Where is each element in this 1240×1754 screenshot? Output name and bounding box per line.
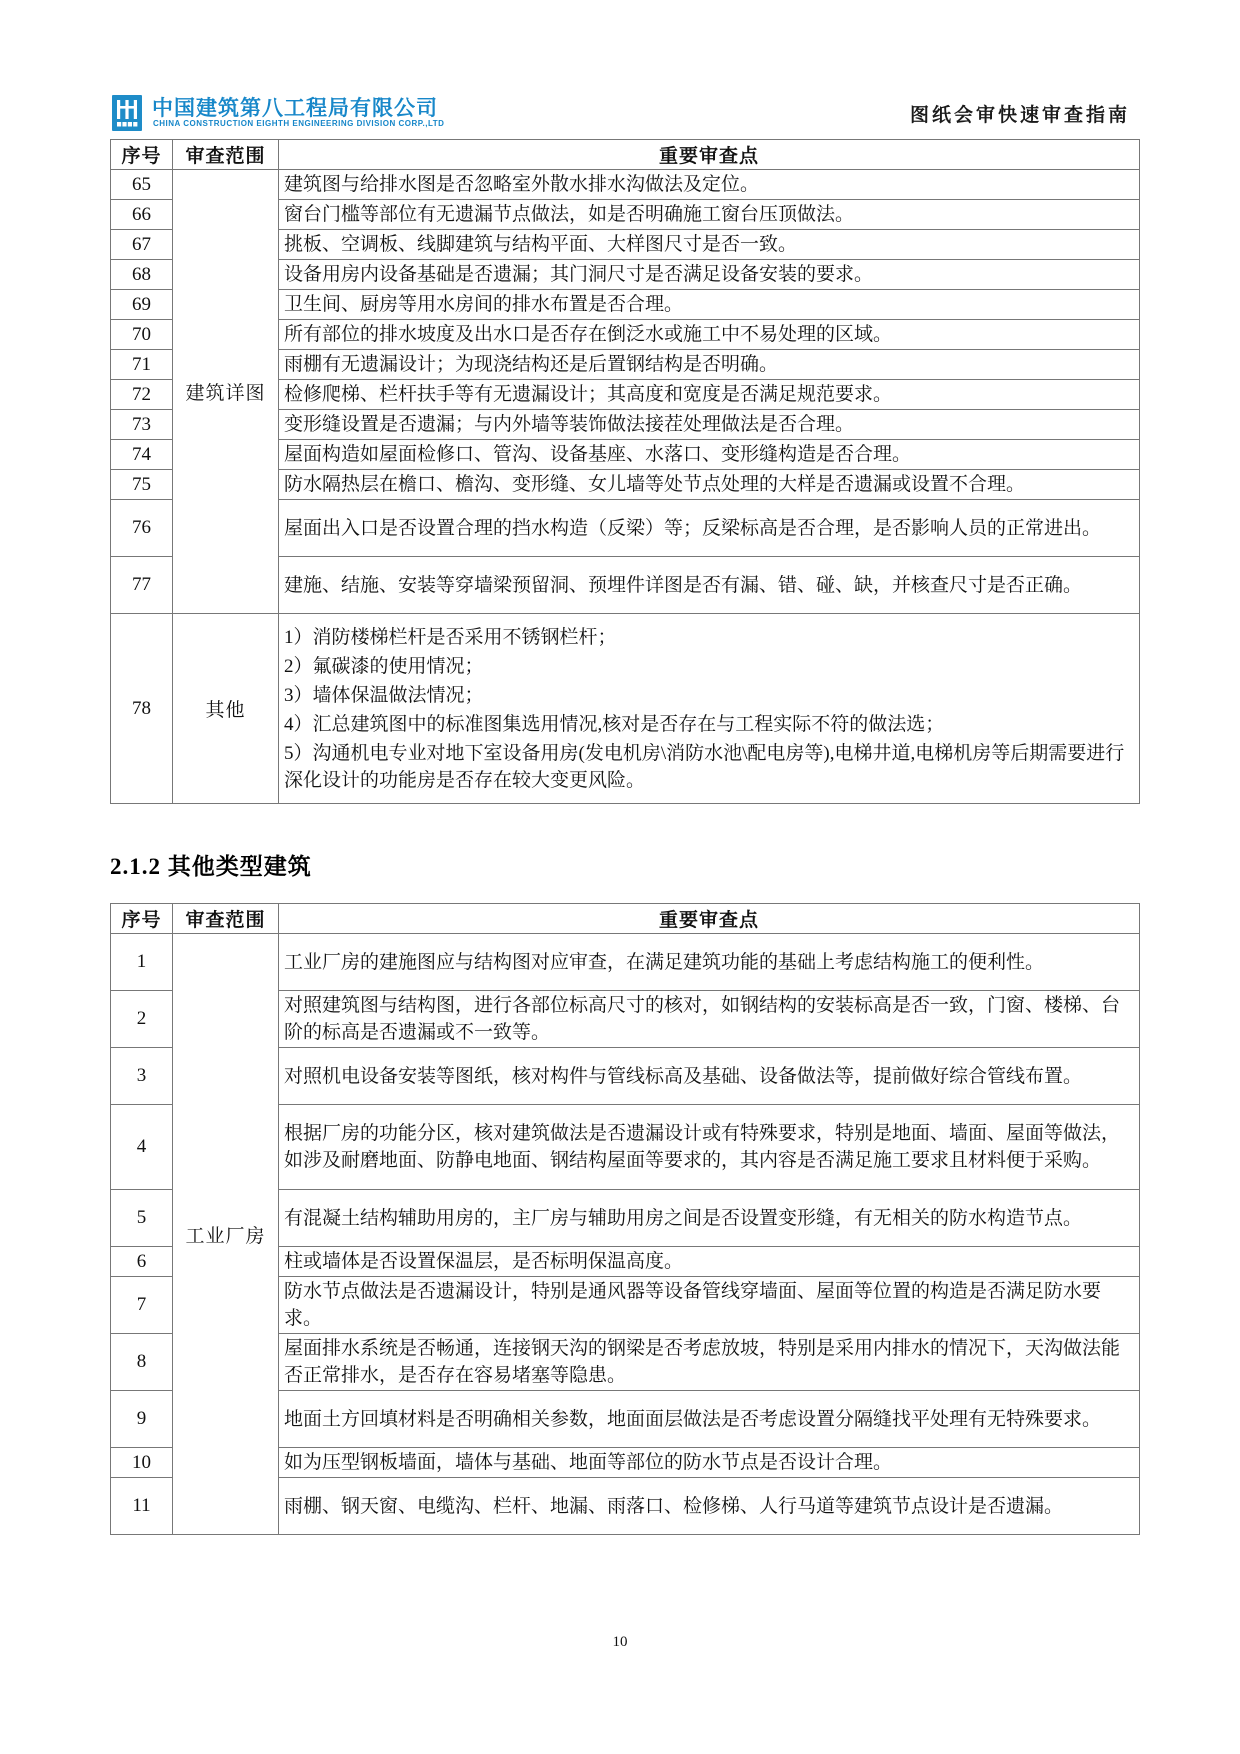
row-no: 71 — [111, 350, 173, 380]
cscec-logo-icon — [112, 95, 142, 131]
row-point: 防水隔热层在檐口、檐沟、变形缝、女儿墙等处节点处理的大样是否遗漏或设置不合理。 — [279, 470, 1140, 500]
table-row — [111, 934, 1140, 991]
row-no: 65 — [111, 170, 173, 200]
row-no: 76 — [111, 500, 173, 557]
table-row — [111, 614, 1140, 804]
row-no: 2 — [111, 991, 173, 1048]
row-point: 工业厂房的建施图应与结构图对应审查，在满足建筑功能的基础上考虑结构施工的便利性。 — [279, 934, 1140, 991]
row-no: 1 — [111, 934, 173, 991]
row-point: 柱或墙体是否设置保温层，是否标明保温高度。 — [279, 1247, 1140, 1277]
row-point: 建施、结施、安装等穿墙梁预留洞、预埋件详图是否有漏、错、碰、缺，并核查尺寸是否正确。 — [279, 557, 1140, 614]
row-point: 防水节点做法是否遗漏设计，特别是通风器等设备管线穿墙面、屋面等位置的构造是否满足防水要求。 — [279, 1277, 1140, 1334]
col-header-point: 重要审查点 — [279, 140, 1140, 170]
row-point: 地面土方回填材料是否明确相关参数，地面面层做法是否考虑设置分隔缝找平处理有无特殊要求。 — [279, 1391, 1140, 1448]
row-point: 有混凝土结构辅助用房的，主厂房与辅助用房之间是否设置变形缝，有无相关的防水构造节点。 — [279, 1190, 1140, 1247]
list-item: 2）氟碳漆的使用情况； — [284, 655, 484, 677]
row-point: 所有部位的排水坡度及出水口是否存在倒泛水或施工中不易处理的区域。 — [279, 320, 1140, 350]
row-no: 10 — [111, 1448, 173, 1478]
row-no: 6 — [111, 1247, 173, 1277]
row-point: 如为压型钢板墙面，墙体与基础、地面等部位的防水节点是否设计合理。 — [279, 1448, 1140, 1478]
row-point: 挑板、空调板、线脚建筑与结构平面、大样图尺寸是否一致。 — [279, 230, 1140, 260]
row-point: 设备用房内设备基础是否遗漏；其门洞尺寸是否满足设备安装的要求。 — [279, 260, 1140, 290]
list-item: 3）墙体保温做法情况； — [284, 684, 484, 706]
row-no: 67 — [111, 230, 173, 260]
table-row — [111, 170, 1140, 200]
scope-cell-industrial-plant: 工业厂房 — [173, 934, 279, 1535]
scope-cell-building-details: 建筑详图 — [173, 170, 279, 614]
review-table-other-building-types — [110, 903, 1140, 1535]
row-no: 7 — [111, 1277, 173, 1334]
row-point-list — [279, 614, 1140, 804]
row-no: 74 — [111, 440, 173, 470]
row-point: 窗台门槛等部位有无遗漏节点做法，如是否明确施工窗台压顶做法。 — [279, 200, 1140, 230]
col-header-scope: 审查范围 — [173, 904, 279, 934]
row-no: 8 — [111, 1334, 173, 1391]
row-no: 4 — [111, 1105, 173, 1190]
row-point: 检修爬梯、栏杆扶手等有无遗漏设计；其高度和宽度是否满足规范要求。 — [279, 380, 1140, 410]
row-no: 9 — [111, 1391, 173, 1448]
list-item: 1）消防楼梯栏杆是否采用不锈钢栏杆； — [284, 626, 617, 648]
col-header-no: 序号 — [111, 904, 173, 934]
row-no: 73 — [111, 410, 173, 440]
row-point: 屋面排水系统是否畅通，连接钢天沟的钢梁是否考虑放坡，特别是采用内排水的情况下，天沟做法能否正常排水，是否存在容易堵塞等隐患。 — [279, 1334, 1140, 1391]
list-item: 4）汇总建筑图中的标准图集选用情况,核对是否存在与工程实际不符的做法选； — [284, 713, 945, 735]
row-no: 77 — [111, 557, 173, 614]
row-no: 75 — [111, 470, 173, 500]
row-point: 对照建筑图与结构图，进行各部位标高尺寸的核对，如钢结构的安装标高是否一致，门窗、楼梯、台阶的标高是否遗漏或不一致等。 — [279, 991, 1140, 1048]
row-no: 70 — [111, 320, 173, 350]
col-header-no: 序号 — [111, 140, 173, 170]
col-header-point: 重要审查点 — [279, 904, 1140, 934]
row-point: 雨棚、钢天窗、电缆沟、栏杆、地漏、雨落口、检修梯、人行马道等建筑节点设计是否遗漏。 — [279, 1478, 1140, 1535]
row-point: 屋面出入口是否设置合理的挡水构造（反梁）等；反梁标高是否合理，是否影响人员的正常进出。 — [279, 500, 1140, 557]
row-no: 66 — [111, 200, 173, 230]
row-point: 对照机电设备安装等图纸，核对构件与管线标高及基础、设备做法等，提前做好综合管线布置。 — [279, 1048, 1140, 1105]
row-no: 5 — [111, 1190, 173, 1247]
row-point: 屋面构造如屋面检修口、管沟、设备基座、水落口、变形缝构造是否合理。 — [279, 440, 1140, 470]
section-heading: 2.1.2 其他类型建筑 — [110, 854, 312, 879]
table-header-row — [111, 140, 1140, 170]
row-no: 68 — [111, 260, 173, 290]
page-number: 10 — [612, 1634, 628, 1650]
row-point: 根据厂房的功能分区，核对建筑做法是否遗漏设计或有特殊要求，特别是地面、墙面、屋面等做法，如涉及耐磨地面、防静电地面、钢结构屋面等要求的，其内容是否满足施工要求且材料便于采购。 — [279, 1105, 1140, 1190]
row-no: 78 — [111, 614, 173, 804]
row-point: 卫生间、厨房等用水房间的排水布置是否合理。 — [279, 290, 1140, 320]
company-name-en: CHINA CONSTRUCTION EIGHTH ENGINEERING DIVISION CORP.,LTD — [153, 119, 445, 128]
table-header-row — [111, 904, 1140, 934]
col-header-scope: 审查范围 — [173, 140, 279, 170]
row-point: 建筑图与给排水图是否忽略室外散水排水沟做法及定位。 — [279, 170, 1140, 200]
review-table-building-details — [110, 139, 1140, 804]
row-no: 3 — [111, 1048, 173, 1105]
row-point: 雨棚有无遗漏设计；为现浇结构还是后置钢结构是否明确。 — [279, 350, 1140, 380]
list-item: 5）沟通机电专业对地下室设备用房(发电机房\消防水池\配电房等),电梯井道,电梯机房等后期需要进行深化设计的功能房是否存在较大变更风险。 — [284, 742, 1125, 791]
company-name-cn: 中国建筑第八工程局有限公司 — [152, 97, 438, 120]
scope-cell-other: 其他 — [173, 614, 279, 804]
row-no: 11 — [111, 1478, 173, 1535]
row-no: 69 — [111, 290, 173, 320]
doc-title: 图纸会审快速审查指南 — [909, 105, 1130, 126]
row-no: 72 — [111, 380, 173, 410]
row-point: 变形缝设置是否遗漏；与内外墙等装饰做法接茬处理做法是否合理。 — [279, 410, 1140, 440]
